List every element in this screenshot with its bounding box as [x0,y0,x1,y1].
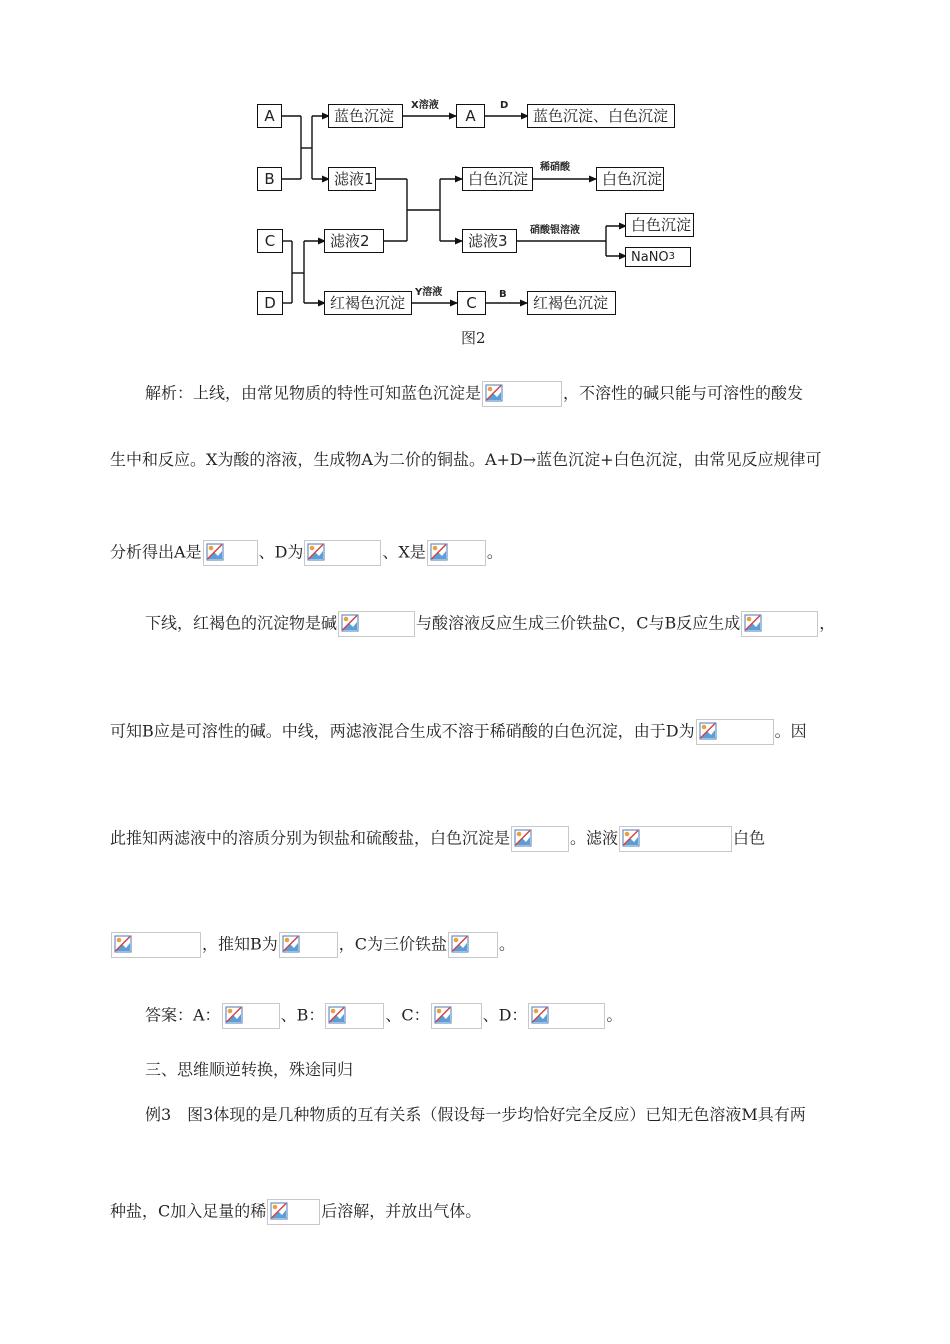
box-filtrate-3: 滤液3 [462,229,517,253]
box-a-mid: A [456,104,485,128]
paragraph-6-line [110,826,765,852]
box-b: B [257,167,282,191]
broken-image-icon [111,932,201,958]
text-p5a: 可知B应是可溶性的碱。中线，两滤液混合生成不溶于稀硝酸的白色沉淀，由于D为 [110,721,695,741]
figure-caption: 图2 [461,329,486,347]
text-p4c: ， [819,613,836,633]
nano3-text: NaNO [631,249,669,265]
text-p7a: ，推知B为 [202,934,278,954]
broken-image-icon [427,540,486,566]
paragraph-5-line [110,719,807,745]
text-p6c: 白色 [733,828,766,848]
text-p4b: 与酸溶液反应生成三价铁盐C，C与B反应生成 [416,613,741,633]
broken-image-icon [431,1003,482,1029]
text-p4a: 下线，红褐色的沉淀物是碱 [145,613,338,633]
broken-image-icon [222,1003,280,1029]
section-heading [145,1060,353,1080]
box-blue-precipitate: 蓝色沉淀 [328,104,403,128]
broken-image-icon [338,611,415,637]
text-p10: 例3 图3体现的是几种物质的互有关系（假设每一步均恰好完全反应）已知无色溶液M具有两 [145,1105,806,1124]
text-p6a: 此推知两滤液中的溶质分别为钡盐和硫酸盐，白色沉淀是 [110,828,511,848]
box-nano3 [625,247,691,267]
text-p11a: 种盐，C加入足量的稀 [110,1201,267,1221]
broken-image-icon [279,932,338,958]
label-x-solution: X溶液 [411,100,439,111]
box-filtrate-1: 滤液1 [328,167,376,191]
broken-image-icon [528,1003,605,1029]
box-redbrown-precipitate-2: 红褐色沉淀 [527,291,616,315]
label-silver-nitrate: 硝酸银溶液 [530,225,580,236]
paragraph-2-line [110,450,822,470]
broken-image-icon [203,540,258,566]
paragraph-7-line [110,932,515,958]
box-c-mid: C [457,291,486,315]
paragraph-1-line [145,381,803,407]
box-redbrown-precipitate-1: 红褐色沉淀 [324,291,412,315]
text-p7b: ，C为三价铁盐 [338,934,448,954]
box-filtrate-2: 滤液2 [324,229,384,253]
broken-image-icon [325,1003,384,1029]
text-p6b: 。滤液 [570,828,619,848]
text-p8b: 、B： [280,1005,325,1025]
diagram-connectors [0,0,950,330]
broken-image-icon [619,826,732,852]
text-p8c: 、C： [385,1005,430,1025]
label-d: D [500,100,509,111]
text-p11b: 后溶解，并放出气体。 [321,1201,482,1221]
text-p3d: 。 [486,542,503,562]
text-p2: 生中和反应。X为酸的溶液，生成物A为二价的铜盐。A+D→蓝色沉淀+白色沉淀，由常见反应规律可 [110,450,822,469]
text-p3b: 、D为 [258,542,304,562]
paragraph-4-line [145,611,835,637]
box-white-precipitate-1: 白色沉淀 [462,167,533,191]
broken-image-icon [696,719,774,745]
broken-image-icon [448,932,498,958]
text-p7c: 。 [499,934,516,954]
example-3-line-2 [110,1199,481,1225]
text-p1b: ，不溶性的碱只能与可溶性的酸发 [563,383,804,403]
text-p3c: 、X是 [382,542,426,562]
box-a-top: A [257,104,282,128]
text-p8e: 。 [606,1005,623,1025]
text-p1a: 解析：上线，由常见物质的特性可知蓝色沉淀是 [145,383,482,403]
box-blue-white-precipitate: 蓝色沉淀、白色沉淀 [527,104,675,128]
broken-image-icon [304,540,381,566]
broken-image-icon [267,1199,320,1225]
box-c-left: C [257,229,283,253]
nano3-subscript: 3 [668,251,676,262]
text-p9: 三、思维顺逆转换，殊途同归 [145,1060,354,1079]
answer-line [145,1003,622,1029]
paragraph-3-line [110,540,503,566]
broken-image-icon [511,826,569,852]
box-d: D [257,291,283,315]
box-white-precipitate-3: 白色沉淀 [625,213,694,237]
broken-image-icon [482,381,562,407]
text-p8d: 、D： [482,1005,528,1025]
label-y-solution: Y溶液 [415,287,443,298]
box-white-precipitate-2: 白色沉淀 [596,167,664,191]
text-p3a: 分析得出A是 [110,542,202,562]
text-p5b: 。因 [774,721,807,741]
example-3-line [145,1105,806,1125]
broken-image-icon [741,611,818,637]
label-dilute-nitric-acid: 稀硝酸 [540,162,570,173]
text-p8a: 答案：A： [145,1005,221,1025]
label-b: B [499,289,507,300]
